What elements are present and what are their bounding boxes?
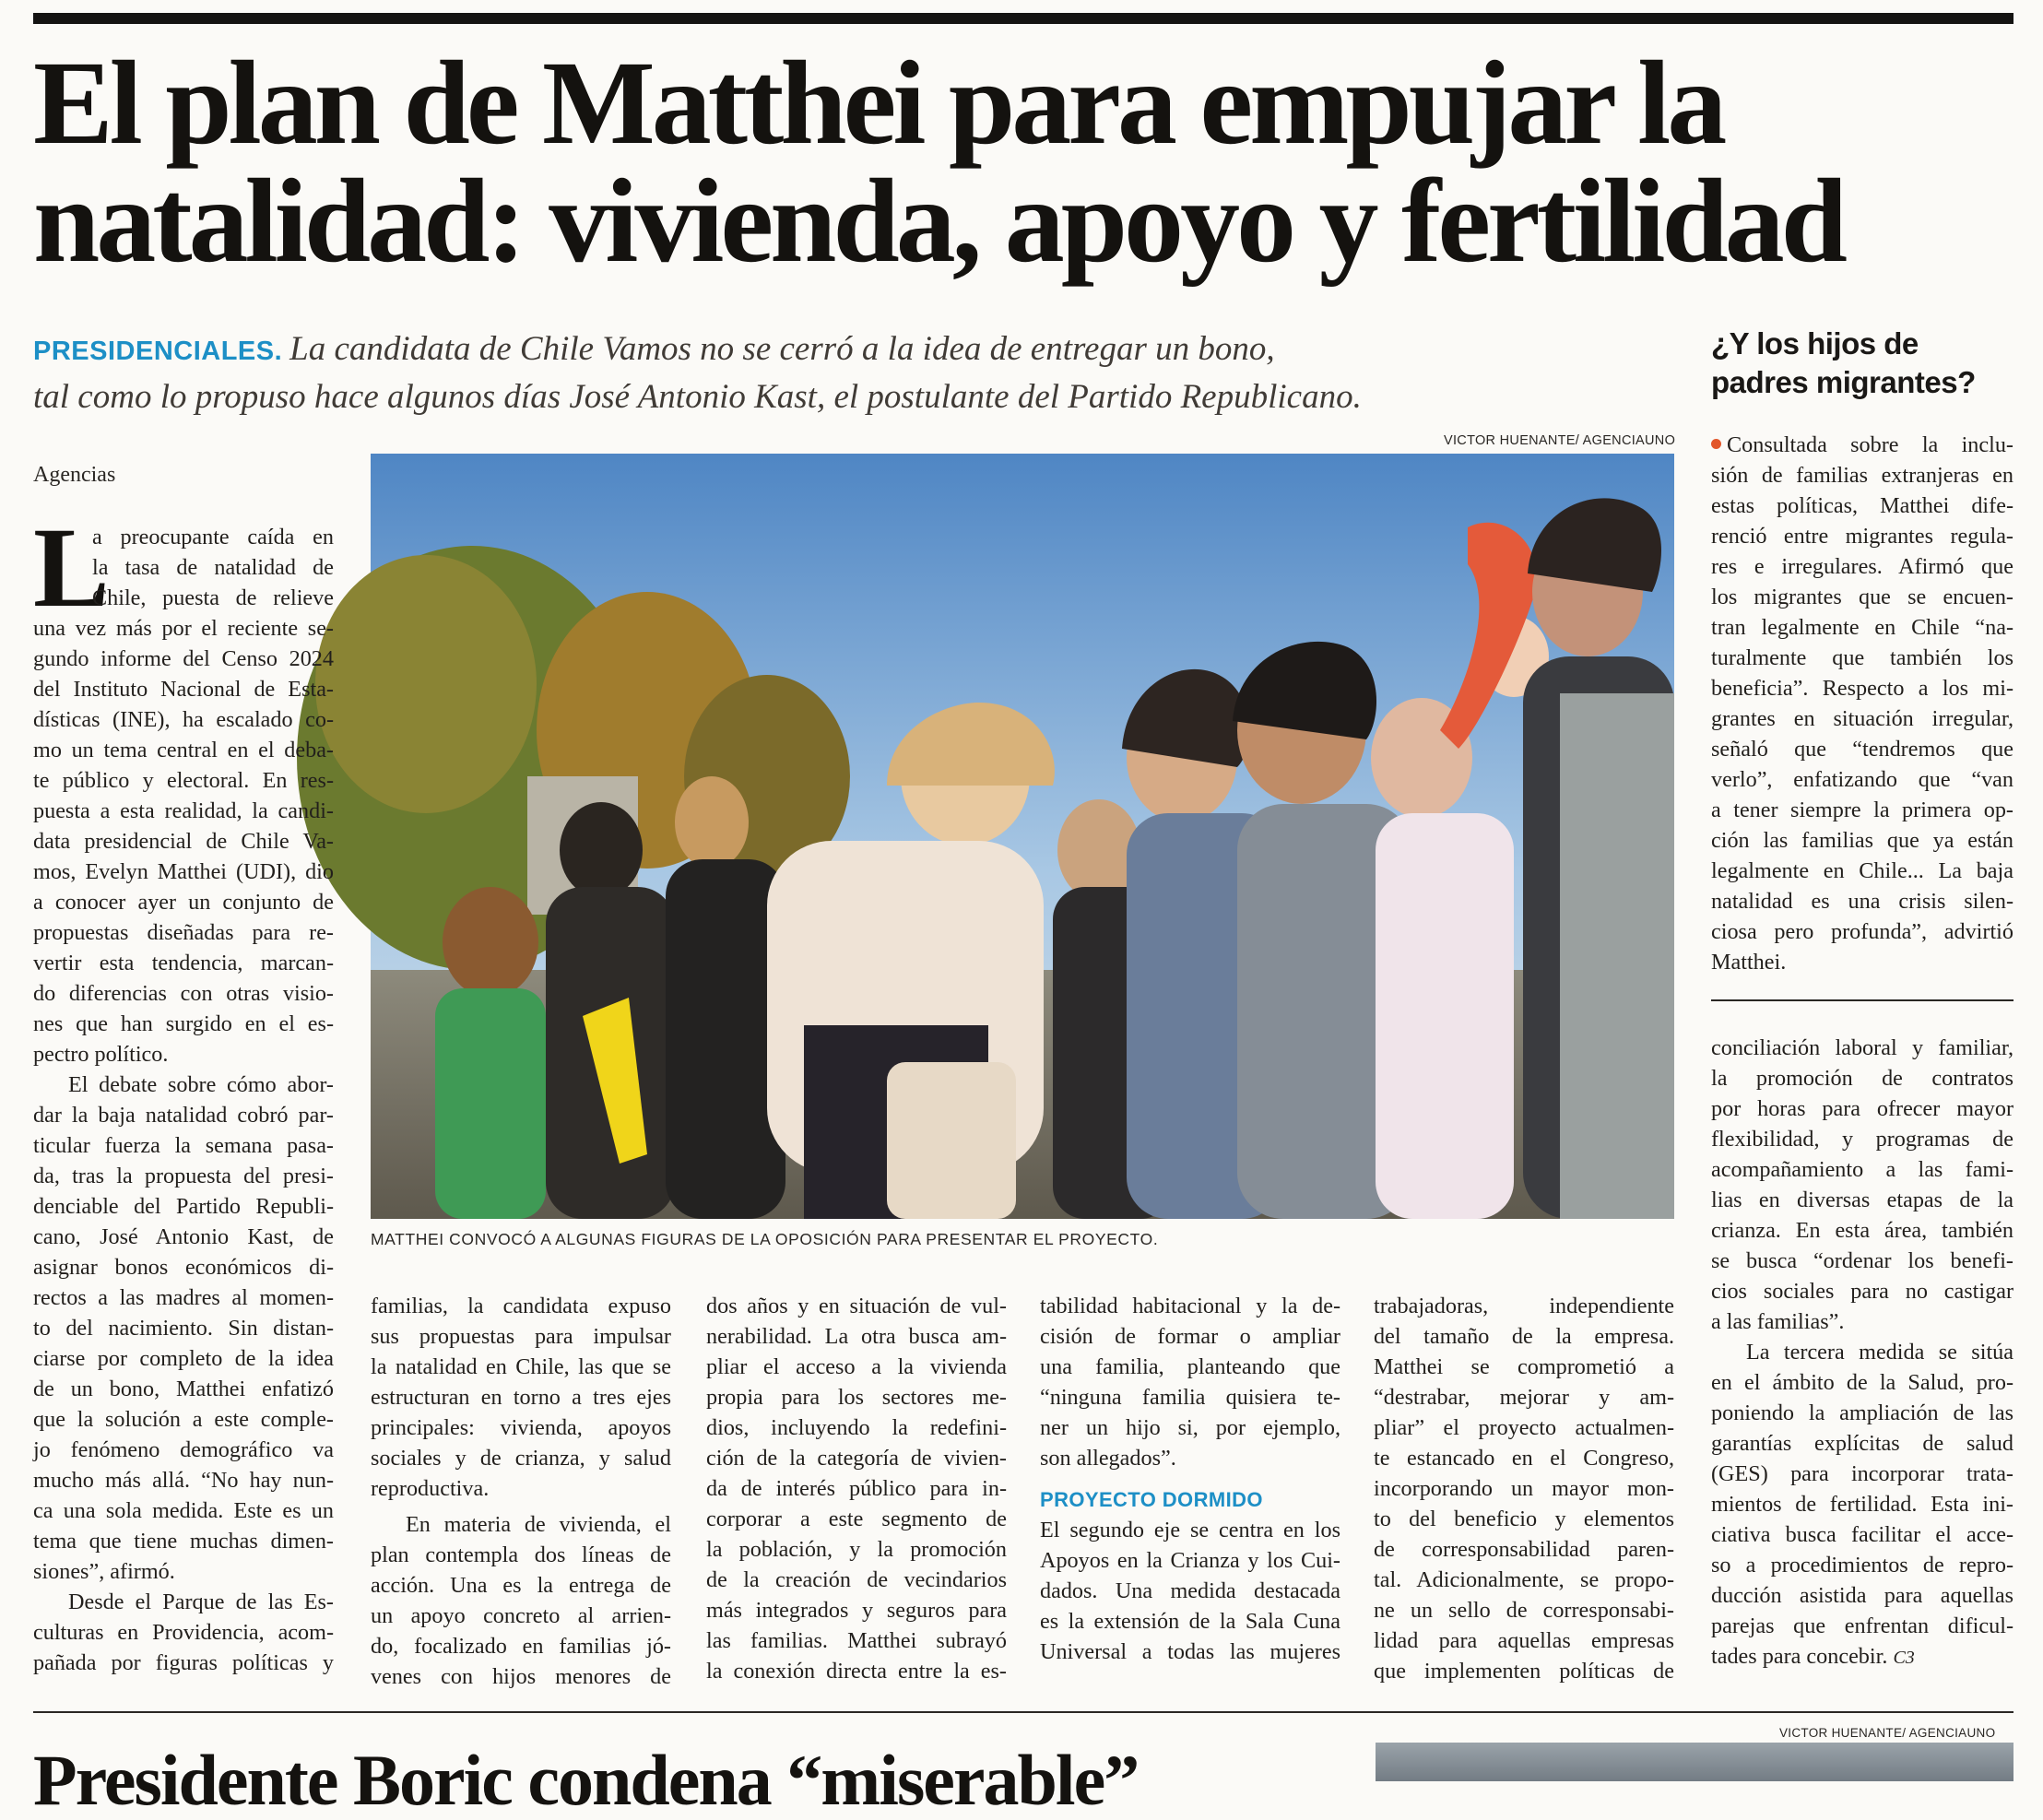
- text-line: la población, y la promoción: [706, 1537, 1007, 1562]
- body-column-1: [33, 504, 334, 1678]
- text-line: mos, Evelyn Matthei (UDI), dio: [33, 859, 334, 884]
- text-line: Matthei se comprometió a: [1374, 1354, 1674, 1379]
- text-line: “ninguna familia quisiera te-: [1040, 1385, 1340, 1410]
- text-line: ner un hijo si, por ejemplo,: [1040, 1415, 1340, 1440]
- text-line: a tener siempre la primera op-: [1711, 798, 2013, 822]
- text-line: (GES) para incorporar trata-: [1711, 1461, 2013, 1486]
- text-line: Universal a todas las mujeres: [1040, 1639, 1340, 1664]
- text-line: te estancado en el Congreso,: [1374, 1446, 1674, 1471]
- text-line: grantes en situación irregular,: [1711, 706, 2013, 731]
- text-line: Matthei.: [1711, 950, 1787, 975]
- text-line: siones”, afirmó.: [33, 1559, 175, 1584]
- text-line: da, tras la propuesta del presi-: [33, 1164, 334, 1188]
- text-line: ticular fuerza la semana pasa-: [33, 1133, 334, 1158]
- text-line: da de interés público para in-: [706, 1476, 1007, 1501]
- text-line: dar la baja natalidad cobró par-: [33, 1103, 334, 1128]
- text-line: la tasa de natalidad de: [92, 555, 334, 580]
- text-line: pañada por figuras políticas y: [33, 1650, 334, 1675]
- text-line: lidad para aquellas empresas: [1374, 1628, 1674, 1653]
- text-line: a las familias”.: [1711, 1309, 1845, 1334]
- text-line: sus propuestas para impulsar: [371, 1324, 671, 1349]
- text-line: del tamaño de la empresa.: [1374, 1324, 1674, 1349]
- sidebar-line-first: Consultada sobre la inclu-: [1727, 432, 2013, 457]
- text-line: conciliación laboral y familiar,: [1711, 1035, 2013, 1060]
- text-line: la conexión directa entre la es-: [706, 1659, 1007, 1684]
- text-line: propia para los sectores me-: [706, 1385, 1007, 1410]
- text-line: gundo informe del Censo 2024: [33, 646, 334, 671]
- text-line: cisión de formar o ampliar: [1040, 1324, 1340, 1349]
- text-line: acompañamiento a las fami-: [1711, 1157, 2013, 1182]
- text-line: turalmente que también los: [1711, 645, 2013, 670]
- text-line: flexibilidad, y programas de: [1711, 1127, 2013, 1152]
- text-line: señaló que “tendremos que: [1711, 737, 2013, 762]
- text-line: vertir esta tendencia, marcan-: [33, 951, 334, 975]
- text-line: más integrados y seguros para: [706, 1598, 1007, 1623]
- text-line: cano, José Antonio Kast, de: [33, 1224, 334, 1249]
- text-line: Desde el Parque de las Es-: [68, 1590, 334, 1614]
- text-line: denciable del Partido Republi-: [33, 1194, 334, 1219]
- text-line: do, focalizado en familias jó-: [371, 1634, 671, 1659]
- body-column-5: [1374, 1291, 1674, 1686]
- next-photo-credit: VICTOR HUENANTE/ AGENCIAUNO: [1779, 1726, 1996, 1740]
- text-line: ción de la categoría de vivien-: [706, 1446, 1007, 1471]
- text-line: acción. Una es la entrega de: [371, 1573, 671, 1598]
- text-line: familias, la candidata expuso: [371, 1294, 671, 1318]
- text-line: mucho más allá. “No hay nun-: [33, 1468, 334, 1493]
- subhead-proyecto-dormido: PROYECTO DORMIDO: [1040, 1488, 1263, 1511]
- text-line: puesta a esta realidad, la candi-: [33, 798, 334, 823]
- text-line: legalmente en Chile... La baja: [1711, 858, 2013, 883]
- text-line: El segundo eje se centra en los: [1040, 1518, 1340, 1542]
- photo-illustration: [371, 454, 1674, 1219]
- text-line: es la extensión de la Sala Cuna: [1040, 1609, 1340, 1634]
- last-line: tades para concebir.: [1711, 1644, 1888, 1669]
- text-line: poniendo la ampliación de las: [1711, 1400, 2013, 1425]
- text-line: ducción asistida para aquellas: [1711, 1583, 2013, 1608]
- text-line: ciosa pero profunda”, advirtió: [1711, 919, 2013, 944]
- text-line: natalidad es una crisis silen-: [1711, 889, 2013, 914]
- text-line: de un bono, Matthei enfatizó: [33, 1377, 334, 1401]
- deck-line-1: [33, 326, 1656, 374]
- body-column-2: [371, 1291, 671, 1692]
- next-story-photo: [1376, 1743, 2013, 1781]
- text-line: a preocupante caída en: [92, 525, 334, 550]
- deck: [33, 326, 1656, 420]
- text-line: do diferencias con otras visio-: [33, 981, 334, 1006]
- text-line: te público y electoral. En res-: [33, 768, 334, 793]
- text-line: a conocer ayer un conjunto de: [33, 890, 334, 915]
- text-line: tabilidad habitacional y la de-: [1040, 1294, 1340, 1318]
- text-line: corporar a este segmento de: [706, 1507, 1007, 1531]
- text-line: la promoción de contratos: [1711, 1066, 2013, 1091]
- text-line: ción las familias que ya están: [1711, 828, 2013, 853]
- text-line: del Instituto Nacional de Esta-: [33, 677, 334, 702]
- text-line: cios sociales para no castigar: [1711, 1279, 2013, 1304]
- byline: Agencias: [33, 463, 116, 487]
- body-column-3: [706, 1291, 1007, 1686]
- text-line: reproductiva.: [371, 1476, 490, 1501]
- text-line: dados. Una medida destacada: [1040, 1578, 1340, 1603]
- deck-line-2: tal como lo propuso hace algunos días José Antonio Kast, el postulante del Partido Republicano.: [33, 378, 1362, 416]
- text-line: dísticas (INE), ha escalado co-: [33, 707, 334, 732]
- sidebar-divider: [1711, 999, 2013, 1001]
- text-line: garantías explícitas de salud: [1711, 1431, 2013, 1456]
- text-line: tran legalmente en Chile “na-: [1711, 615, 2013, 640]
- text-line: “destrabar, mejorar y am-: [1374, 1385, 1674, 1410]
- text-line: venes con hijos menores de: [371, 1664, 671, 1689]
- text-line: incorporando un mayor mon-: [1374, 1476, 1674, 1501]
- text-line: data presidencial de Chile Va-: [33, 829, 334, 854]
- text-line: una familia, planteando que: [1040, 1354, 1340, 1379]
- text-line: mientos de fertilidad. Esta ini-: [1711, 1492, 2013, 1517]
- text-line: to del beneficio y elementos: [1374, 1507, 1674, 1531]
- deck-text-1: La candidata de Chile Vamos no se cerró a la idea de entregar un bono,: [289, 330, 1275, 368]
- text-line: se busca “ordenar los benefi-: [1711, 1248, 2013, 1273]
- text-line: una vez más por el reciente se-: [33, 616, 334, 641]
- text-line: so a procedimientos de repro-: [1711, 1553, 2013, 1578]
- text-line: to del nacimiento. Sin distan-: [33, 1316, 334, 1341]
- text-line: asignar bonos económicos di-: [33, 1255, 334, 1280]
- text-line: dos años y en situación de vul-: [706, 1294, 1007, 1318]
- text-line: son allegados”.: [1040, 1446, 1176, 1471]
- text-line: trabajadoras, independiente: [1374, 1294, 1674, 1318]
- text-line: plan contempla dos líneas de: [371, 1542, 671, 1567]
- next-story-headline: Presidente Boric condena “miserable”: [33, 1740, 1139, 1820]
- bullet-dot-icon: [1711, 439, 1721, 449]
- main-photo: [371, 454, 1674, 1219]
- text-line: El debate sobre cómo abor-: [68, 1072, 334, 1097]
- text-line: ciarse por completo de la idea: [33, 1346, 334, 1371]
- sidebar-title-line-1: ¿Y los hijos de: [1711, 326, 1919, 360]
- text-line: tema que tiene muchas dimen-: [33, 1529, 334, 1554]
- sidebar-title-line-2: padres migrantes?: [1711, 365, 1976, 399]
- text-line: de corresponsabilidad paren-: [1374, 1537, 1674, 1562]
- text-line: las familias. Matthei subrayó: [706, 1628, 1007, 1653]
- text-line: sociales y de crianza, y salud: [371, 1446, 671, 1471]
- text-line: en el ámbito de la Salud, pro-: [1711, 1370, 2013, 1395]
- text-line: nerabilidad. La otra busca am-: [706, 1324, 1007, 1349]
- text-line: dios, incluyendo la redefini-: [706, 1415, 1007, 1440]
- sidebar-title: [1711, 325, 2025, 402]
- text-line: La tercera medida se sitúa: [1746, 1340, 2013, 1365]
- text-line: crianza. En esta área, también: [1711, 1218, 2013, 1243]
- text-line: pliar el acceso a la vivienda: [706, 1354, 1007, 1379]
- text-line: ciativa busca facilitar el acce-: [1711, 1522, 2013, 1547]
- text-line: Apoyos en la Crianza y los Cui-: [1040, 1548, 1340, 1573]
- headline-line-1: El plan de Matthei para empujar la: [33, 37, 1724, 170]
- text-line: culturas en Providencia, acom-: [33, 1620, 334, 1645]
- body-column-4: [1040, 1291, 1340, 1667]
- text-line: lias en diversas etapas de la: [1711, 1188, 2013, 1212]
- text-line: jo fenómeno demográfico va: [33, 1437, 334, 1462]
- text-line: beneficia”. Respecto a los mi-: [1711, 676, 2013, 701]
- text-line: un apoyo concreto al arrien-: [371, 1603, 671, 1628]
- headline-line-2: natalidad: vivienda, apoyo y fertilidad: [33, 155, 1844, 288]
- top-rule: [33, 13, 2013, 24]
- text-line: principales: vivienda, apoyos: [371, 1415, 671, 1440]
- sidebar-body: [1711, 430, 2013, 977]
- text-line: por horas para ofrecer mayor: [1711, 1096, 2013, 1121]
- text-line: sión de familias extranjeras en: [1711, 463, 2013, 488]
- text-line: Chile, puesta de relieve: [92, 585, 334, 610]
- text-line: que implementen políticas de: [1374, 1659, 1674, 1684]
- text-line: renció entre migrantes regula-: [1711, 524, 2013, 549]
- text-line: [1711, 1641, 2013, 1673]
- photo-credit: VICTOR HUENANTE/ AGENCIAUNO: [1444, 433, 1676, 448]
- end-mark: C3: [1893, 1648, 1915, 1668]
- text-line: los migrantes que se encuen-: [1711, 585, 2013, 609]
- text-line: mo un tema central en el deba-: [33, 738, 334, 762]
- text-line: de la creación de vecindarios: [706, 1567, 1007, 1592]
- text-line: parejas que enfrentan dificul-: [1711, 1613, 2013, 1638]
- drop-cap: L: [33, 504, 110, 631]
- text-line: que la solución a este comple-: [33, 1407, 334, 1432]
- text-line: nes que han surgido en el es-: [33, 1011, 334, 1036]
- text-line: estructuran en torno a tres ejes: [371, 1385, 671, 1410]
- text-line: ne un sello de corresponsabi-: [1374, 1598, 1674, 1623]
- text-line: res e irregulares. Afirmó que: [1711, 554, 2013, 579]
- text-line: pectro político.: [33, 1042, 169, 1067]
- text-line: la natalidad en Chile, las que se: [371, 1354, 671, 1379]
- text-line: [1711, 430, 2013, 460]
- headline: [33, 37, 2025, 288]
- text-line: verlo”, enfatizando que “van: [1711, 767, 2013, 792]
- photo-caption: MATTHEI CONVOCÓ A ALGUNAS FIGURAS DE LA OPOSICIÓN PARA PRESENTAR EL PROYECTO.: [371, 1230, 1159, 1248]
- text-line: ca una sola medida. Este es un: [33, 1498, 334, 1523]
- bottom-rule: [33, 1711, 2013, 1713]
- text-line: propuestas diseñadas para re-: [33, 920, 334, 945]
- text-line: estas políticas, Matthei dife-: [1711, 493, 2013, 518]
- section-kicker: PRESIDENCIALES.: [33, 337, 283, 366]
- text-line: tal. Adicionalmente, se propo-: [1374, 1567, 1674, 1592]
- text-line: pliar” el proyecto actualmen-: [1374, 1415, 1674, 1440]
- body-column-6: [1711, 1033, 2013, 1673]
- text-line: rectos a las madres al momen-: [33, 1285, 334, 1310]
- text-line: En materia de vivienda, el: [406, 1512, 671, 1537]
